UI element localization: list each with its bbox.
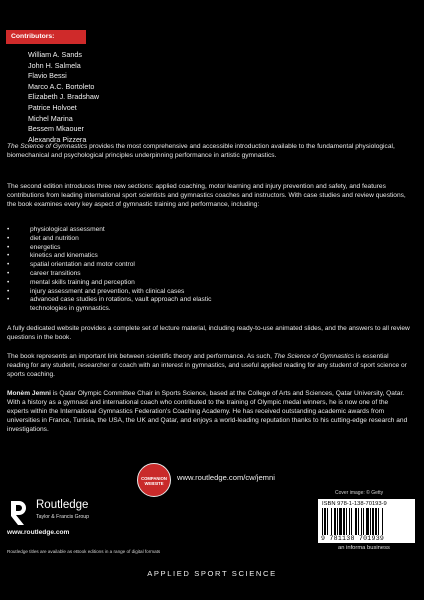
topic-item: • spatial orientation and motor control (7, 261, 237, 270)
publisher-name: Routledge (36, 499, 89, 511)
isbn-barcode-box (318, 499, 415, 543)
topic-item: • physiological assessment (7, 226, 237, 235)
publisher-url-link[interactable]: www.routledge.com (7, 529, 70, 536)
contributor-name: Michel Marina (28, 113, 73, 123)
topic-item: • mental skills training and perception (7, 279, 237, 288)
contributor-name: William A. Sands (28, 50, 82, 59)
informa-tagline: an informa business (338, 545, 390, 551)
topics-list (7, 226, 237, 314)
routledge-logo-icon (7, 500, 31, 526)
topic-item: • advanced case studies in rotations, vault approach and elastic technologies in gymnastics. (7, 296, 237, 314)
contributor-name: John H. Salmela (28, 60, 81, 70)
publisher-group: Taylor & Francis Group (36, 514, 90, 520)
topic-item: • energetics (7, 244, 237, 253)
contributors-list (28, 50, 99, 145)
contributors-heading: Contributors: (6, 30, 86, 44)
book-title-italic: The Science of Gymnastics (7, 143, 88, 150)
badge-line-1: COMPANION (141, 476, 167, 481)
topic-item: • career transitions (7, 270, 237, 279)
theory-link-paragraph (7, 353, 411, 380)
topic-item: • injury assessment and prevention, with clinical cases (7, 288, 237, 297)
intro-text: provides the most comprehensive and accessible introduction available to the fundamental physiological, biomechanical and psychological principles underpinning performance in artistic gymnastics. (7, 143, 395, 159)
isbn-text: ISBN 978-1-138-70193-9 (322, 501, 387, 507)
companion-website-badge[interactable] (137, 463, 171, 497)
contributor-name: Flavio Bessi (28, 71, 67, 81)
website-paragraph: A fully dedicated website provides a complete set of lecture material, including ready-to-use animated slides, and the answers to all review questions in the book. (7, 325, 410, 341)
contributor-name: Elizabeth J. Bradshaw (28, 92, 100, 102)
topic-item: • kinetics and kinematics (7, 252, 237, 261)
contributor-name: Alexandra Pizzera (28, 134, 87, 144)
cover-image-credit: Cover image: © Getty (335, 490, 384, 496)
author-bio: is Qatar Olympic Committee Chair in Sports Science, based at the College of Arts and Sciences, Qatar University, Qatar. With a history as a gymnast and international coach who contributed to the training of Olympic medal winners, he is now one of the experts within the International Gymnastics Federation's Coaching Academy. He has received outstanding academic awards from universities in France, Tunisia, the USA, the UK and Qatar, and enjoys a world-leading reputation thanks to his cutting-edge research and investigations. (7, 390, 408, 433)
contributor-name: Patrice Holvoet (28, 102, 77, 112)
barcode-icon (321, 508, 412, 535)
author-bio-paragraph (7, 390, 411, 435)
series-name: APPLIED SPORT SCIENCE (147, 569, 277, 578)
topic-item: • diet and nutrition (7, 235, 237, 244)
contributor-name: Marco A.C. Bortoleto (28, 81, 95, 91)
book-title-italic: The Science of Gymnastics (273, 353, 355, 360)
link-text-before: The book represents an important link between scientific theory and performance. As such, (7, 353, 274, 360)
contributor-name: Bessem Mkaouer (28, 124, 84, 134)
link-text-after: is essential reading for any student, researcher or coach with an interest in gymnastics, and useful applied reading for any student of sport science or sports coaching. (7, 353, 407, 378)
badge-line-2: WEBSITE (144, 481, 164, 486)
barcode-digits: 9 781138 701939 (321, 535, 385, 542)
ebook-note: Routledge titles are available as eBook editions in a range of digital formats (7, 549, 161, 554)
companion-url-link[interactable]: www.routledge.com/cw/jemni (177, 473, 275, 482)
author-name: Monèm Jemni (7, 390, 51, 397)
intro-paragraph (7, 143, 411, 161)
second-edition-paragraph: The second edition introduces three new sections: applied coaching, motor learning and injury prevention and safety, and features contributions from leading international sport scientists and gymnastics coaches and instructors. With case studies and review questions, the book examines every key aspect of gymnastic training and performance, including: (7, 183, 406, 208)
